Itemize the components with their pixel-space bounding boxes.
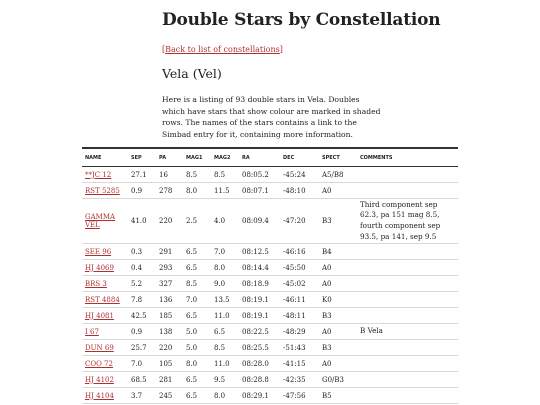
mag1-cell: 6.5 xyxy=(183,388,211,404)
col-header-mag2: MAG2 xyxy=(211,149,239,167)
table-row xyxy=(82,183,458,199)
table-row xyxy=(82,372,458,388)
sep-cell: 5.2 xyxy=(128,276,156,292)
ra-cell: 08:22.5 xyxy=(239,324,280,340)
mag2-cell: 6.5 xyxy=(211,324,239,340)
mag1-cell: 2.5 xyxy=(183,199,211,244)
mag2-cell: 11.0 xyxy=(211,308,239,324)
spect-cell: A0 xyxy=(319,324,357,340)
spect-cell: B4 xyxy=(319,244,357,260)
pa-cell: 293 xyxy=(156,260,183,276)
dec-cell: -46:16 xyxy=(280,244,319,260)
dec-cell: -47:56 xyxy=(280,388,319,404)
ra-cell: 08:12.5 xyxy=(239,244,280,260)
sep-cell: 3.7 xyxy=(128,388,156,404)
double-stars-table xyxy=(82,149,458,404)
col-header-spect: SPECT xyxy=(319,149,357,167)
star-name-link[interactable]: HJ 4104 xyxy=(85,391,114,400)
sep-cell: 68.5 xyxy=(128,372,156,388)
spect-cell: K0 xyxy=(319,292,357,308)
table-row xyxy=(82,308,458,324)
bracket-open: [ xyxy=(162,45,166,54)
pa-cell: 16 xyxy=(156,167,183,183)
mag1-cell: 8.0 xyxy=(183,183,211,199)
sep-cell: 7.0 xyxy=(128,356,156,372)
dec-cell: -47:20 xyxy=(280,199,319,244)
mag1-cell: 6.5 xyxy=(183,308,211,324)
dec-cell: -48:10 xyxy=(280,183,319,199)
double-stars-table-wrapper xyxy=(82,147,458,404)
comments-cell xyxy=(357,340,458,356)
pa-cell: 138 xyxy=(156,324,183,340)
star-name-link[interactable]: HJ 4102 xyxy=(85,375,114,384)
mag1-cell: 8.5 xyxy=(183,167,211,183)
comments-cell: Third component sep 62.3, pa 151 mag 8.5, fourth component sep 93.5, pa 141, sep 9.5 xyxy=(357,199,458,244)
sep-cell: 7.8 xyxy=(128,292,156,308)
star-name-link[interactable]: SEE 96 xyxy=(85,247,112,256)
table-row xyxy=(82,167,458,183)
table-row xyxy=(82,324,458,340)
sep-cell: 42.5 xyxy=(128,308,156,324)
star-name-link[interactable]: HJ 4081 xyxy=(85,311,114,320)
pa-cell: 281 xyxy=(156,372,183,388)
table-row xyxy=(82,340,458,356)
spect-cell: A5/B8 xyxy=(319,167,357,183)
star-name-link[interactable]: RST 4884 xyxy=(85,295,120,304)
mag1-cell: 6.5 xyxy=(183,244,211,260)
mag1-cell: 8.0 xyxy=(183,356,211,372)
col-header-ra: RA xyxy=(239,149,280,167)
mag2-cell: 8.5 xyxy=(211,167,239,183)
sep-cell: 0.9 xyxy=(128,324,156,340)
pa-cell: 220 xyxy=(156,199,183,244)
constellation-heading: Vela (Vel) xyxy=(162,66,222,81)
mag2-cell: 8.0 xyxy=(211,388,239,404)
sep-cell: 41.0 xyxy=(128,199,156,244)
comments-cell xyxy=(357,292,458,308)
mag1-cell: 5.0 xyxy=(183,340,211,356)
mag1-cell: 7.0 xyxy=(183,292,211,308)
mag2-cell: 8.5 xyxy=(211,340,239,356)
comments-cell xyxy=(357,388,458,404)
spect-cell: B5 xyxy=(319,388,357,404)
star-name-link[interactable]: I 67 xyxy=(85,327,99,336)
ra-cell: 08:18.9 xyxy=(239,276,280,292)
col-header-name: NAME xyxy=(82,149,128,167)
mag2-cell: 9.0 xyxy=(211,276,239,292)
star-name-link[interactable]: HJ 4069 xyxy=(85,263,114,272)
spect-cell: A0 xyxy=(319,276,357,292)
spect-cell: A0 xyxy=(319,260,357,276)
mag2-cell: 9.5 xyxy=(211,372,239,388)
pa-cell: 327 xyxy=(156,276,183,292)
mag2-cell: 7.0 xyxy=(211,244,239,260)
sep-cell: 25.7 xyxy=(128,340,156,356)
back-to-constellations-link[interactable]: Back to list of constellations xyxy=(165,45,280,54)
sep-cell: 27.1 xyxy=(128,167,156,183)
ra-cell: 08:14.4 xyxy=(239,260,280,276)
mag2-cell: 11.5 xyxy=(211,183,239,199)
comments-cell xyxy=(357,183,458,199)
col-header-pa: PA xyxy=(156,149,183,167)
pa-cell: 220 xyxy=(156,340,183,356)
dec-cell: -45:02 xyxy=(280,276,319,292)
star-name-link[interactable]: DUN 69 xyxy=(85,343,114,352)
comments-cell xyxy=(357,276,458,292)
page-title: Double Stars by Constellation xyxy=(162,10,441,30)
dec-cell: -42:35 xyxy=(280,372,319,388)
table-row xyxy=(82,356,458,372)
star-name-link[interactable]: RST 5285 xyxy=(85,186,120,195)
spect-cell: B3 xyxy=(319,340,357,356)
intro-paragraph: Here is a listing of 93 double stars in Vela. Doubles which have stars that show colour are marked in shaded rows. The names of the stars contains a link to the Simbad entry for it, containing more information. xyxy=(162,95,381,139)
pa-cell: 185 xyxy=(156,308,183,324)
star-name-link[interactable]: GAMMA VEL xyxy=(85,213,116,229)
mag2-cell: 13.5 xyxy=(211,292,239,308)
pa-cell: 136 xyxy=(156,292,183,308)
comments-cell xyxy=(357,244,458,260)
spect-cell: B3 xyxy=(319,308,357,324)
table-row xyxy=(82,292,458,308)
ra-cell: 08:25.5 xyxy=(239,340,280,356)
sep-cell: 0.4 xyxy=(128,260,156,276)
dec-cell: -41:15 xyxy=(280,356,319,372)
table-row xyxy=(82,276,458,292)
ra-cell: 08:28.8 xyxy=(239,372,280,388)
col-header-mag1: MAG1 xyxy=(183,149,211,167)
dec-cell: -46:11 xyxy=(280,292,319,308)
star-name-link[interactable]: **JC 12 xyxy=(85,170,112,179)
dec-cell: -48:11 xyxy=(280,308,319,324)
mag1-cell: 5.0 xyxy=(183,324,211,340)
mag2-cell: 11.0 xyxy=(211,356,239,372)
ra-cell: 08:19.1 xyxy=(239,308,280,324)
sep-cell: 0.3 xyxy=(128,244,156,260)
dec-cell: -51:43 xyxy=(280,340,319,356)
star-name-link[interactable]: BRS 3 xyxy=(85,279,107,288)
sep-cell: 0.9 xyxy=(128,183,156,199)
comments-cell xyxy=(357,260,458,276)
dec-cell: -45:50 xyxy=(280,260,319,276)
table-row xyxy=(82,388,458,404)
comments-cell: B Vela xyxy=(357,324,458,340)
mag1-cell: 8.5 xyxy=(183,276,211,292)
dec-cell: -48:29 xyxy=(280,324,319,340)
pa-cell: 291 xyxy=(156,244,183,260)
col-header-sep: SEP xyxy=(128,149,156,167)
spect-cell: B3 xyxy=(319,199,357,244)
ra-cell: 08:09.4 xyxy=(239,199,280,244)
ra-cell: 08:05.2 xyxy=(239,167,280,183)
col-header-comments: COMMENTS xyxy=(357,149,458,167)
ra-cell: 08:28.0 xyxy=(239,356,280,372)
table-row xyxy=(82,244,458,260)
mag2-cell: 4.0 xyxy=(211,199,239,244)
pa-cell: 278 xyxy=(156,183,183,199)
table-row xyxy=(82,260,458,276)
star-name-link[interactable]: COO 72 xyxy=(85,359,113,368)
spect-cell: A0 xyxy=(319,356,357,372)
back-link-line xyxy=(162,45,283,54)
pa-cell: 245 xyxy=(156,388,183,404)
mag1-cell: 6.5 xyxy=(183,372,211,388)
pa-cell: 105 xyxy=(156,356,183,372)
table-row xyxy=(82,199,458,244)
spect-cell: G0/B3 xyxy=(319,372,357,388)
comments-cell xyxy=(357,167,458,183)
comments-cell xyxy=(357,372,458,388)
mag2-cell: 8.0 xyxy=(211,260,239,276)
ra-cell: 08:07.1 xyxy=(239,183,280,199)
comments-cell xyxy=(357,308,458,324)
table-header-row xyxy=(82,149,458,167)
mag1-cell: 6.5 xyxy=(183,260,211,276)
bracket-close: ] xyxy=(279,45,283,54)
col-header-dec: DEC xyxy=(280,149,319,167)
comments-cell xyxy=(357,356,458,372)
ra-cell: 08:29.1 xyxy=(239,388,280,404)
spect-cell: A0 xyxy=(319,183,357,199)
dec-cell: -45:24 xyxy=(280,167,319,183)
ra-cell: 08:19.1 xyxy=(239,292,280,308)
